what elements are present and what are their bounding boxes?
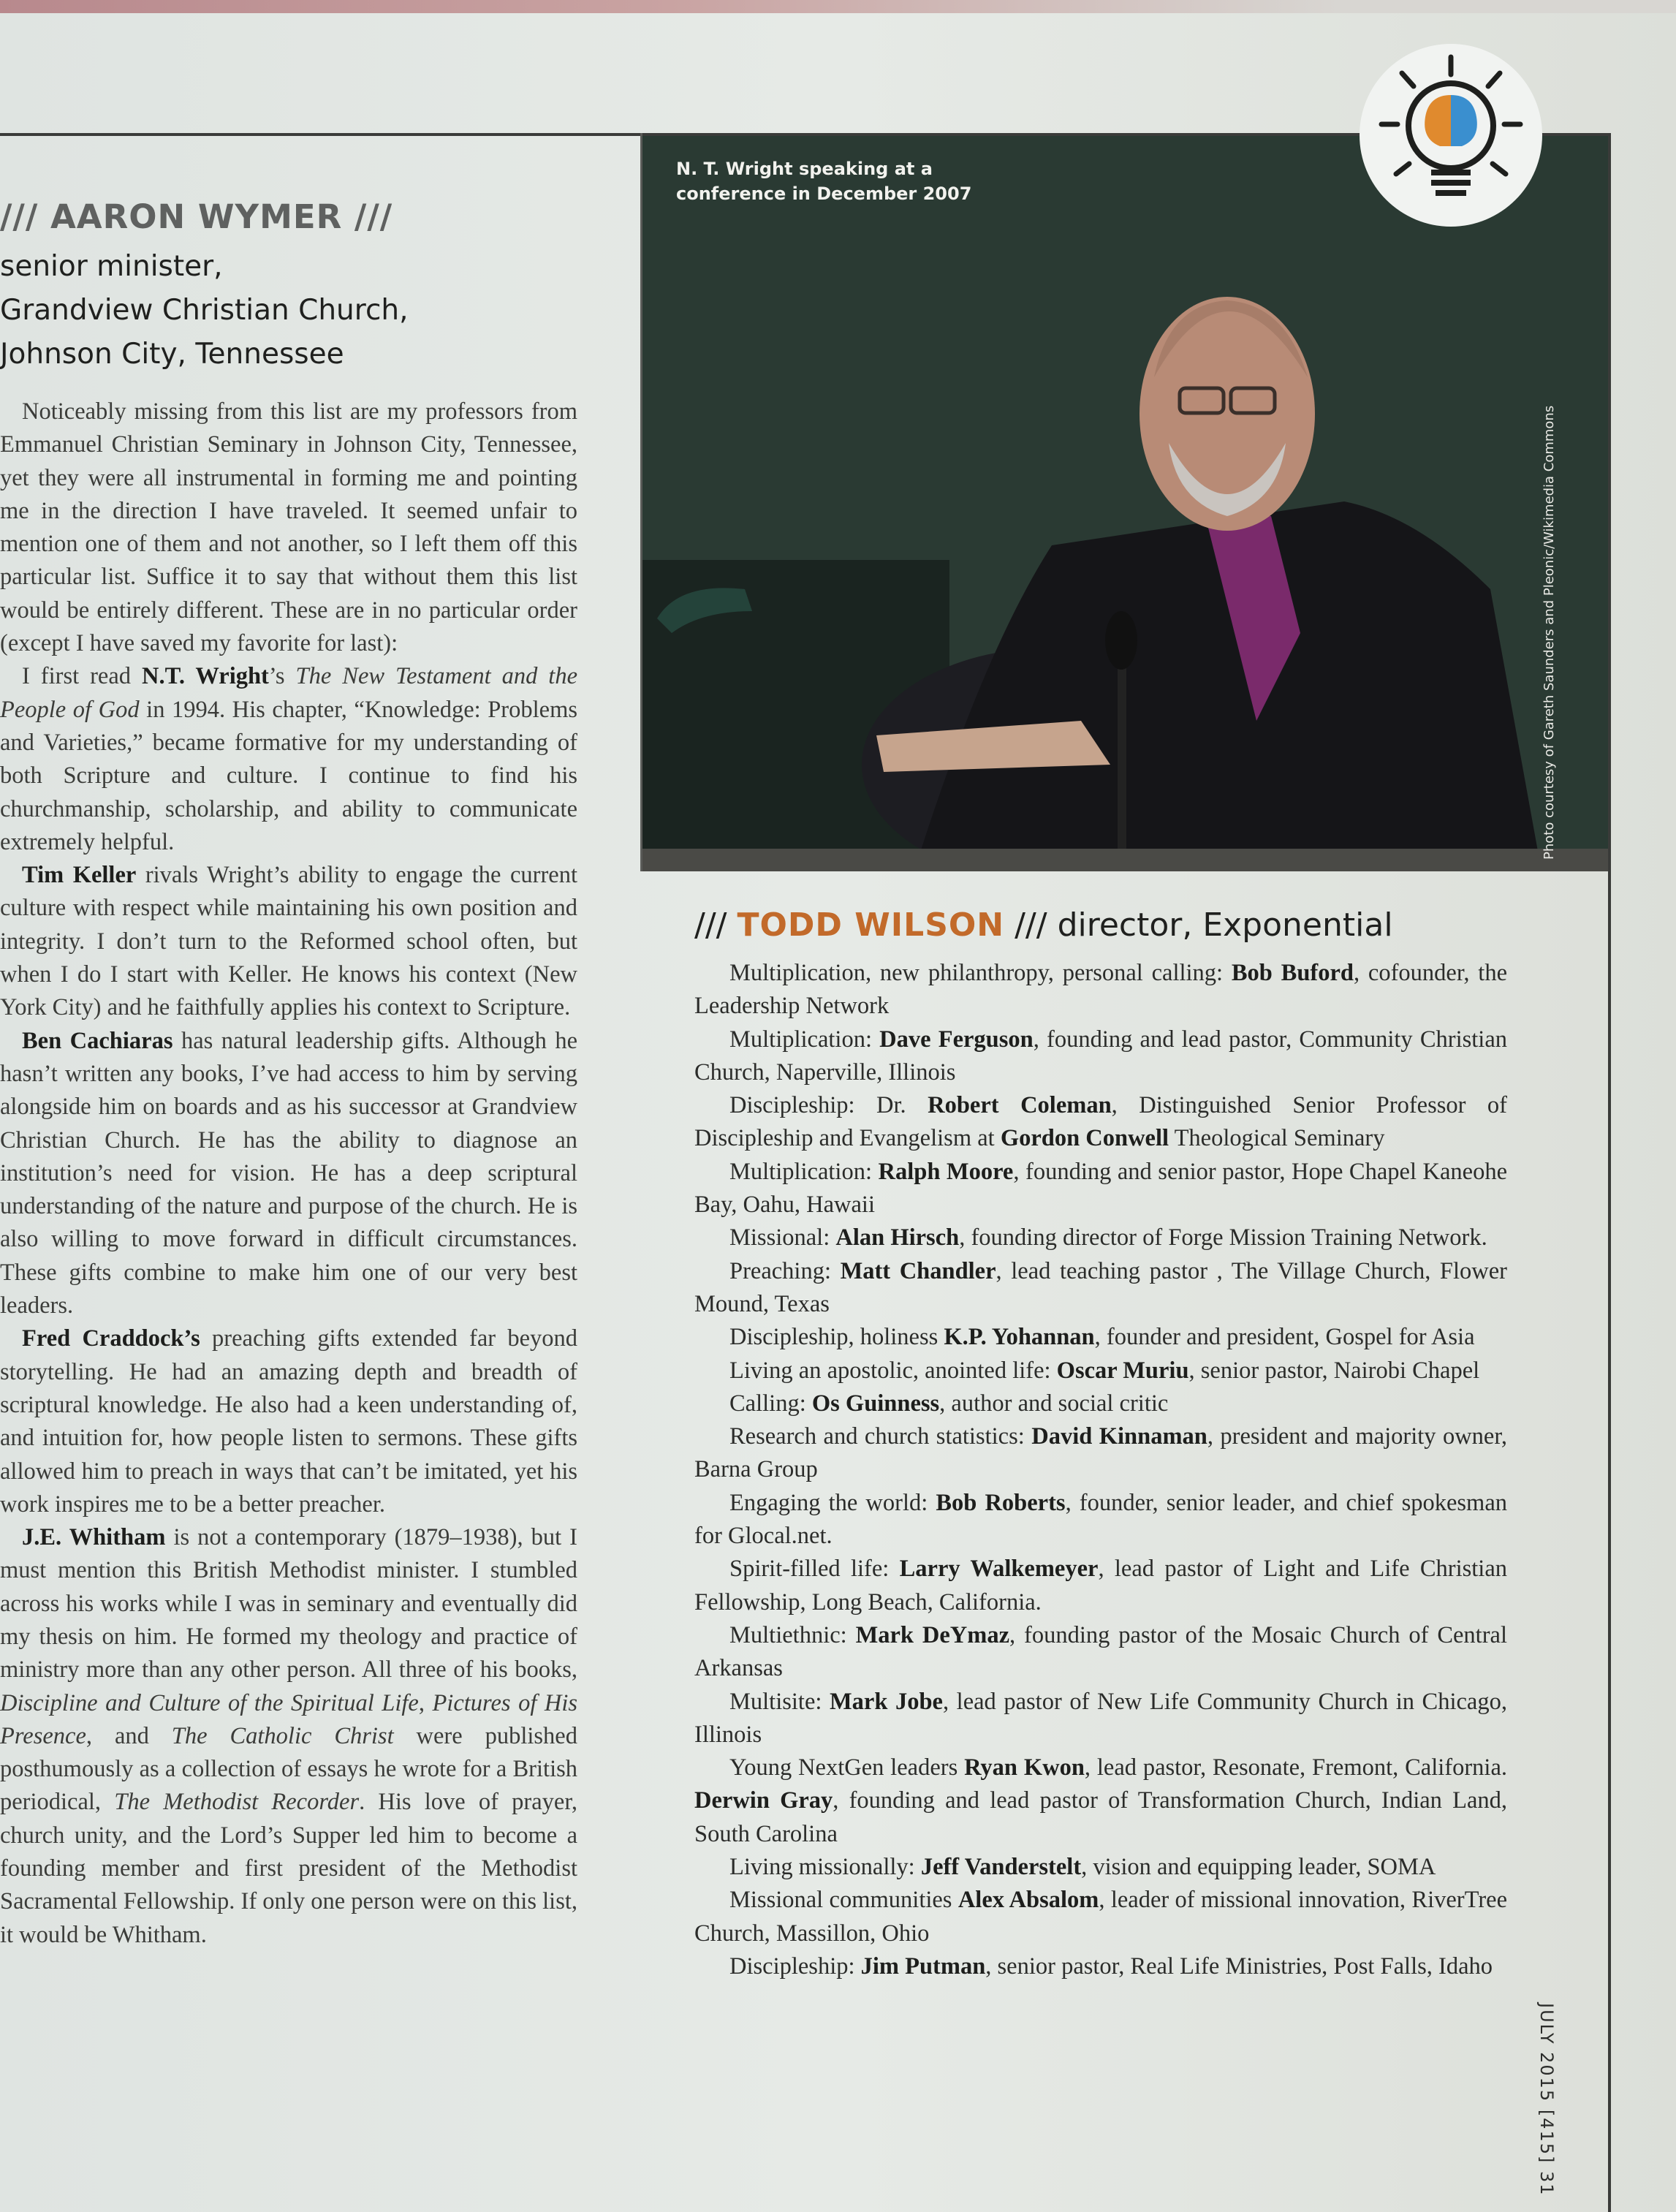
influencer-entry bbox=[694, 1553, 1507, 1619]
person-name: J.E. Whitham bbox=[22, 1524, 166, 1551]
page-folio: JULY 2015 [415] 31 bbox=[1536, 2003, 1557, 2197]
text-run: Multiplication: bbox=[729, 1026, 880, 1053]
book-title: The Methodist Recorder bbox=[114, 1789, 360, 1816]
text-run: in 1994. His chapter, “Knowledge: Problems and Varieties,” became formative for my understanding of both Scripture and culture. I continue to find his churchmanship, scholarship, and ability to communicate extremely helpful. bbox=[0, 696, 578, 855]
book-title: Pictures of His Presence bbox=[0, 1689, 578, 1749]
text-run: Living an apostolic, anointed life: bbox=[729, 1357, 1057, 1384]
person-name: Fred Craddock’s bbox=[22, 1325, 200, 1352]
influencer-entry bbox=[694, 1221, 1507, 1254]
text-run: Missional communities bbox=[729, 1887, 958, 1914]
influencer-entry bbox=[694, 1023, 1507, 1090]
influencer-entry bbox=[694, 1387, 1507, 1420]
aaron-wymer-heading: /// AARON WYMER /// bbox=[0, 197, 393, 236]
person-name: Ben Cachiaras bbox=[22, 1027, 173, 1054]
lightbulb-icon bbox=[1360, 44, 1542, 227]
todd-wilson-column bbox=[694, 906, 1507, 1983]
todd-wilson-role: /// director, Exponential bbox=[1004, 906, 1393, 944]
influencer-entry bbox=[694, 1089, 1507, 1156]
influencer-entry bbox=[694, 1420, 1507, 1487]
todd-wilson-name: TODD WILSON bbox=[737, 906, 1005, 944]
person-name: Alan Hirsch bbox=[835, 1224, 960, 1251]
book-title: The New Testament and the People of God bbox=[0, 663, 578, 723]
book-title: The Catholic Christ bbox=[171, 1722, 394, 1749]
text-run: , senior pastor, Real Life Ministries, Post Falls, Idaho bbox=[985, 1952, 1493, 1980]
text-run: , founder and president, Gospel for Asia bbox=[1094, 1324, 1475, 1351]
influencer-entry bbox=[694, 1355, 1507, 1387]
aaron-wymer-title-2: Grandview Christian Church, bbox=[0, 294, 409, 327]
person-name: David Kinnaman bbox=[1031, 1423, 1207, 1450]
text-run: , president and majority owner, Barna Group bbox=[694, 1423, 1507, 1483]
text-run: , cofounder, the Leadership Network bbox=[694, 960, 1507, 1020]
todd-wilson-list bbox=[694, 957, 1507, 1983]
person-name: Jim Putman bbox=[860, 1952, 986, 1980]
text-run: Discipleship, holiness bbox=[729, 1324, 944, 1351]
paragraph-intro: Noticeably missing from this list are my professors from Emmanuel Christian Seminary in Johnson City, Tennessee, yet they were all instrumental in forming me and pointing me in the direction I have traveled. It seemed unfair to mention one of them and not another, so I left them off this particular list. Suffice it to say that without them this list would be entirely different. These are in no particular order (except I have saved my favorite for last): bbox=[0, 398, 577, 657]
text-run: Research and church statistics: bbox=[729, 1423, 1032, 1450]
text-run: , Distinguished Senior Professor of Discipleship and Evangelism at bbox=[694, 1092, 1508, 1152]
influencer-entry bbox=[694, 1950, 1507, 1983]
paragraph-keller bbox=[0, 859, 577, 1024]
right-rule bbox=[1608, 133, 1611, 2212]
text-run: were published posthumously as a collection of essays he wrote for a British periodical, bbox=[0, 1722, 577, 1816]
text-run: is not a contemporary (1879–1938), but I must mention this British Methodist minister. I stumbled across his works while I was in seminary and eventually did my thesis on him. He formed my theology and practice of ministry more than any other person. All three of his books, bbox=[0, 1524, 578, 1683]
influencer-entry bbox=[694, 1751, 1507, 1851]
aaron-wymer-column bbox=[0, 197, 577, 1952]
text-run: Engaging the world: bbox=[729, 1489, 936, 1516]
influencer-entry bbox=[694, 1686, 1507, 1752]
text-run: , lead teaching pastor , The Village Church, Flower Mound, Texas bbox=[694, 1257, 1507, 1317]
text-run: Missional: bbox=[729, 1224, 836, 1251]
person-name: Dave Ferguson bbox=[879, 1026, 1034, 1053]
photo-caption: N. T. Wright speaking at a conference in December 2007 bbox=[676, 159, 972, 204]
paragraph-whitham bbox=[0, 1521, 577, 1952]
text-run: , lead pastor of Light and Life Christian Fellowship, Long Beach, California. bbox=[694, 1556, 1507, 1616]
text-run: , lead pastor, Resonate, Fremont, California. bbox=[1084, 1754, 1507, 1781]
text-run: , founding and senior pastor, Hope Chapel Kaneohe Bay, Oahu, Hawaii bbox=[694, 1158, 1507, 1219]
text-run: , leader of missional innovation, RiverTree Church, Massillon, Ohio bbox=[694, 1887, 1507, 1947]
influencer-entry bbox=[694, 1255, 1507, 1322]
text-run: Spirit-filled life: bbox=[729, 1556, 900, 1583]
text-run: preaching gifts extended far beyond storytelling. He had an amazing depth and breadth of scriptural knowledge. He also had a keen understanding of, and intuition for, how people listen to sermons. These gifts allowed him to preach in ways that can’t be imitated, yet his work inspires me to be a better preacher. bbox=[0, 1325, 577, 1518]
text-run: Multiplication: bbox=[729, 1158, 879, 1185]
person-name: Bob Roberts bbox=[936, 1489, 1066, 1516]
person-name: Gordon Conwell bbox=[1000, 1125, 1169, 1152]
text-run: , and bbox=[86, 1722, 172, 1749]
text-run: , bbox=[418, 1689, 433, 1716]
heading-slashes: /// bbox=[694, 906, 737, 944]
text-run: Discipleship: bbox=[729, 1952, 861, 1980]
person-name: Oscar Muriu bbox=[1056, 1357, 1189, 1384]
photo-credit: Photo courtesy of Gareth Saunders and Pleonic/Wikimedia Commons bbox=[1542, 405, 1557, 860]
text-run: Multiethnic: bbox=[729, 1621, 856, 1648]
paragraph-craddock bbox=[0, 1322, 577, 1521]
text-run: Multisite: bbox=[729, 1688, 830, 1715]
paragraph-wright bbox=[0, 660, 577, 859]
aaron-wymer-title-3: Johnson City, Tennessee bbox=[0, 338, 344, 371]
influencer-entry bbox=[694, 1851, 1507, 1884]
text-run: , founding and lead pastor, Community Christian Church, Naperville, Illinois bbox=[694, 1026, 1507, 1086]
person-name: Ralph Moore bbox=[878, 1158, 1014, 1185]
text-run: . His love of prayer, church unity, and the Lord’s Supper led him to become a founding member and first president of the Methodist Sacramental Fellowship. If only one person were on this list, it would be Whitham. bbox=[0, 1789, 578, 1948]
person-name: Derwin Gray bbox=[694, 1787, 833, 1814]
person-name: Ryan Kwon bbox=[964, 1754, 1085, 1781]
text-run: , author and social critic bbox=[939, 1390, 1169, 1417]
person-name: Mark DeYmaz bbox=[855, 1621, 1010, 1648]
influencer-entry bbox=[694, 1487, 1507, 1553]
influencer-entry bbox=[694, 1321, 1507, 1354]
text-run: Discipleship: Dr. bbox=[729, 1092, 928, 1119]
paragraph-cachiaras bbox=[0, 1025, 577, 1323]
influencer-entry bbox=[694, 957, 1507, 1023]
person-name: Alex Absalom bbox=[958, 1887, 1099, 1914]
text-run: , founder, senior leader, and chief spokesman for Glocal.net. bbox=[694, 1489, 1507, 1550]
influencer-entry bbox=[694, 1884, 1507, 1950]
person-name: Larry Walkemeyer bbox=[899, 1556, 1099, 1583]
person-name: Jeff Vanderstelt bbox=[920, 1854, 1082, 1881]
text-run: , vision and equipping leader, SOMA bbox=[1081, 1854, 1436, 1881]
person-name: Robert Coleman bbox=[928, 1092, 1112, 1119]
person-name: Mark Jobe bbox=[829, 1688, 943, 1715]
influencer-entry bbox=[694, 1156, 1507, 1222]
nt-wright-photo bbox=[642, 136, 1608, 871]
text-run: , lead pastor of New Life Community Church in Chicago, Illinois bbox=[694, 1688, 1507, 1748]
text-run: Calling: bbox=[729, 1390, 812, 1417]
person-name: Tim Keller bbox=[22, 862, 137, 889]
text-run: , founding director of Forge Mission Training Network. bbox=[959, 1224, 1487, 1251]
speaker-photo-illustration bbox=[642, 136, 1608, 871]
text-run: Multiplication, new philanthropy, personal calling: bbox=[729, 960, 1232, 986]
text-run: , founding and lead pastor of Transformation Church, Indian Land, South Carolina bbox=[694, 1787, 1508, 1847]
person-name: Os Guinness bbox=[811, 1390, 940, 1417]
text-run: Living missionally: bbox=[729, 1854, 921, 1881]
person-name: K.P. Yohannan bbox=[944, 1324, 1095, 1351]
text-run: I first read bbox=[22, 663, 142, 690]
person-name: Bob Buford bbox=[1231, 960, 1354, 986]
todd-wilson-heading bbox=[694, 906, 1507, 944]
top-edge bbox=[0, 0, 1676, 13]
person-name: Matt Chandler bbox=[840, 1257, 996, 1284]
text-run: rivals Wright’s ability to engage the current culture with respect while maintaining his own position and integrity. I don’t turn to the Reformed school often, but when I do I start with Keller. He knows his context (New York City) and he faithfully applies his context to Scripture. bbox=[0, 862, 577, 1021]
text-run: Preaching: bbox=[729, 1257, 841, 1284]
text-run: Theological Seminary bbox=[1169, 1125, 1385, 1152]
text-run: , senior pastor, Nairobi Chapel bbox=[1188, 1357, 1480, 1384]
text-run: Young NextGen leaders bbox=[729, 1754, 965, 1781]
text-run: , founding pastor of the Mosaic Church of Central Arkansas bbox=[694, 1621, 1507, 1682]
influencer-entry bbox=[694, 1619, 1507, 1686]
aaron-wymer-body bbox=[0, 395, 577, 1952]
text-run: has natural leadership gifts. Although he hasn’t written any books, I’ve had access to him by serving alongside him on boards and as his successor at Grandview Christian Church. He has the ability to diagnose an institution’s need for vision. He has a deep scriptural understanding of the nature and purpose of the church. He is also willing to move forward in difficult circumstances. These gifts combine to make him one of our very best leaders. bbox=[0, 1027, 577, 1319]
person-name: N.T. Wright bbox=[142, 663, 269, 690]
text-run: ’s bbox=[268, 663, 296, 690]
book-title: Discipline and Culture of the Spiritual Life bbox=[0, 1689, 419, 1716]
aaron-wymer-title-1: senior minister, bbox=[0, 250, 223, 283]
